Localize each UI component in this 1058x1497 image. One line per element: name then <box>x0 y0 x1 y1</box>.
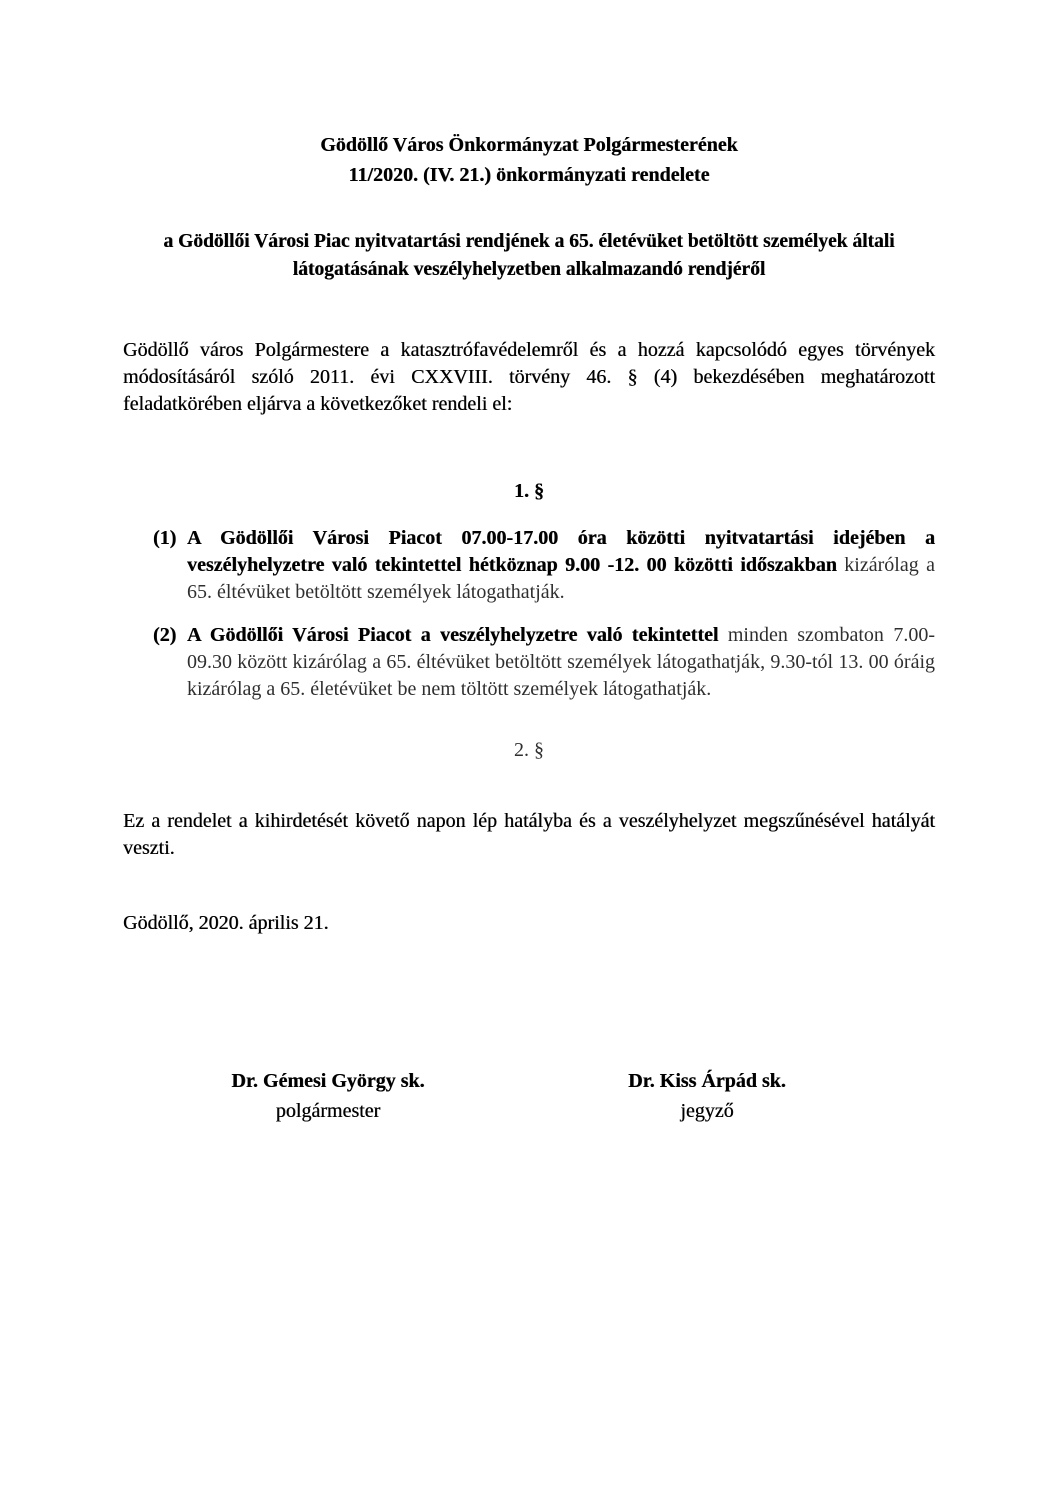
list-item-2 <box>123 622 935 703</box>
list-item-1 <box>123 525 935 606</box>
signature-right-role: jegyző <box>680 1100 734 1122</box>
list-item-2-regular-text: minden szombaton 7.00-09.30 között kizárólag a 65. éltévüket betöltött személyek látogathatják, 9.30-tól 13. 00 óráig kizárólag a 65. életévüket be nem töltött személyek látogathatják. <box>187 624 935 700</box>
subtitle-line-1: a Gödöllői Városi Piac nyitvatartási rendjének a 65. életévüket betöltött személyek általi <box>163 231 895 252</box>
title-line-1: Gödöllő Város Önkormányzat Polgármesterének <box>320 134 738 156</box>
list-item-1-number: (1) <box>153 527 177 549</box>
document-title <box>123 130 935 190</box>
dateline: Gödöllő, 2020. április 21. <box>123 912 329 934</box>
list-item-2-number: (2) <box>153 624 177 646</box>
section-1-heading: 1. § <box>514 480 544 502</box>
closing-paragraph: Ez a rendelet a kihirdetését követő napon lép hatályba és a veszélyhelyzet megszűnésével hatályát veszti. <box>123 810 935 859</box>
title-line-2: 11/2020. (IV. 21.) önkormányzati rendelete <box>348 164 710 186</box>
signature-left-role: polgármester <box>275 1100 381 1122</box>
signature-right-name: Dr. Kiss Árpád sk. <box>628 1070 786 1092</box>
signature-left <box>178 1068 478 1125</box>
signature-left-name: Dr. Gémesi György sk. <box>231 1070 425 1092</box>
section-2-heading: 2. § <box>514 739 544 761</box>
list-item-1-regular-text: kizárólag a 65. éltévüket betöltött személyek látogathatják. <box>187 554 935 603</box>
signature-block <box>123 1068 935 1125</box>
list-item-1-emphasized-text: A Gödöllői Városi Piacot 07.00-17.00 óra közötti nyitvatartási idejében a veszélyhelyzetre való tekintettel hétköznap 9.00 -12. 00 közötti időszakban <box>187 527 935 576</box>
preamble-paragraph: Gödöllő város Polgármestere a katasztrófavédelemről és a hozzá kapcsolódó egyes törvények módosításáról szóló 2011. évi CXXVIII. törvény 46. § (4) bekezdésében meghatározott feladatkörében eljárva a következőket rendeli el: <box>123 339 935 415</box>
signature-right <box>557 1068 857 1125</box>
subtitle-line-2: látogatásának veszélyhelyzetben alkalmazandó rendjéről <box>292 259 766 280</box>
list-item-2-emphasized-text: A Gödöllői Városi Piacot a veszélyhelyzetre való tekintettel <box>187 624 719 646</box>
document-subtitle <box>123 228 935 284</box>
